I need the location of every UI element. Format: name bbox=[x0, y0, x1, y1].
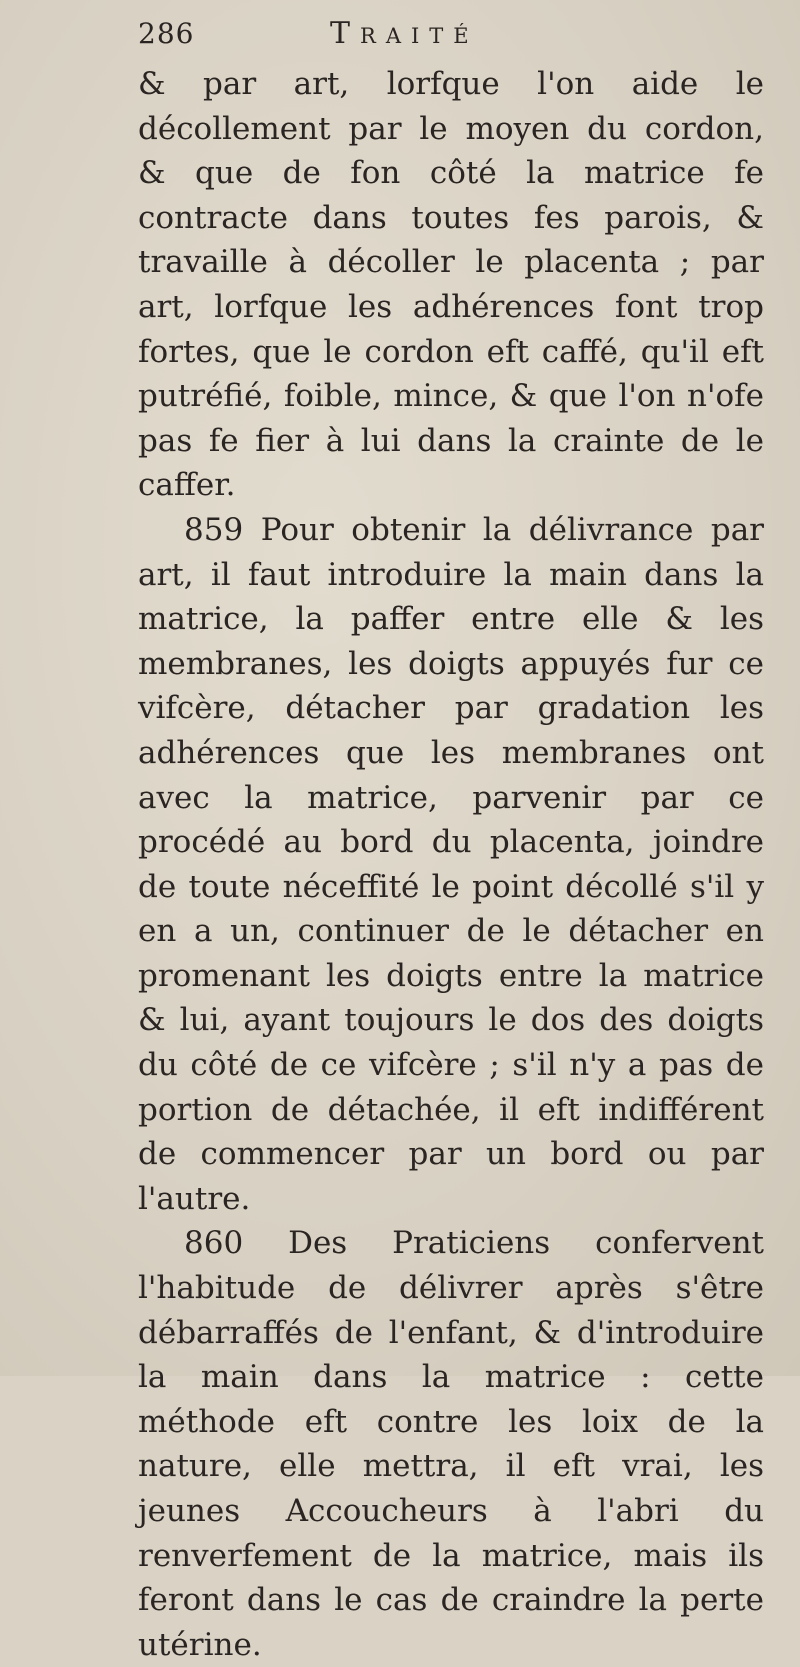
paragraph-continued: & par art, lorfque l'on aide le décollement par le moyen du cordon, & que de fon côté la matrice fe contracte dans toutes fes parois, & travaille à décoller le placenta ; par art, lorfque les adhérences font trop fortes, que le cordon eft caffé, qu'il eft putréfié, foible, mince, & que l'on n'ofe pas fe fier à lui dans la crainte de le caffer. bbox=[138, 66, 764, 504]
page-number: 286 bbox=[138, 17, 195, 50]
running-title: Traité bbox=[330, 16, 479, 51]
paragraph-859: 859 Pour obtenir la délivrance par art, il faut introduire la main dans la matrice, la paffer entre elle & les membranes, les doigts appuyés fur ce vifcère, détacher par gradation les adhérences que les membranes ont avec la matrice, parvenir par ce procédé au bord du placenta, joindre de toute néceffité le point décollé s'il y en a un, continuer de le détacher en promenant les doigts entre la matrice & lui, ayant toujours le dos des doigts du côté de ce vifcère ; s'il n'y a pas de portion de détachée, il eft indifférent de commencer par un bord ou par l'autre. bbox=[138, 511, 764, 1217]
paragraph-860: 860 Des Praticiens confervent l'habitude de délivrer après s'être débarraffés de l'enfant, & d'introduire la main dans la matrice : cette méthode eft contre les loix de la nature, elle mettra, il eft vrai, les jeunes Accoucheurs à l'abri du renverfement de la matrice, mais ils feront dans le cas de craindre la perte utérine. bbox=[138, 1225, 764, 1663]
page-header bbox=[138, 12, 658, 56]
body-text bbox=[138, 62, 764, 1667]
